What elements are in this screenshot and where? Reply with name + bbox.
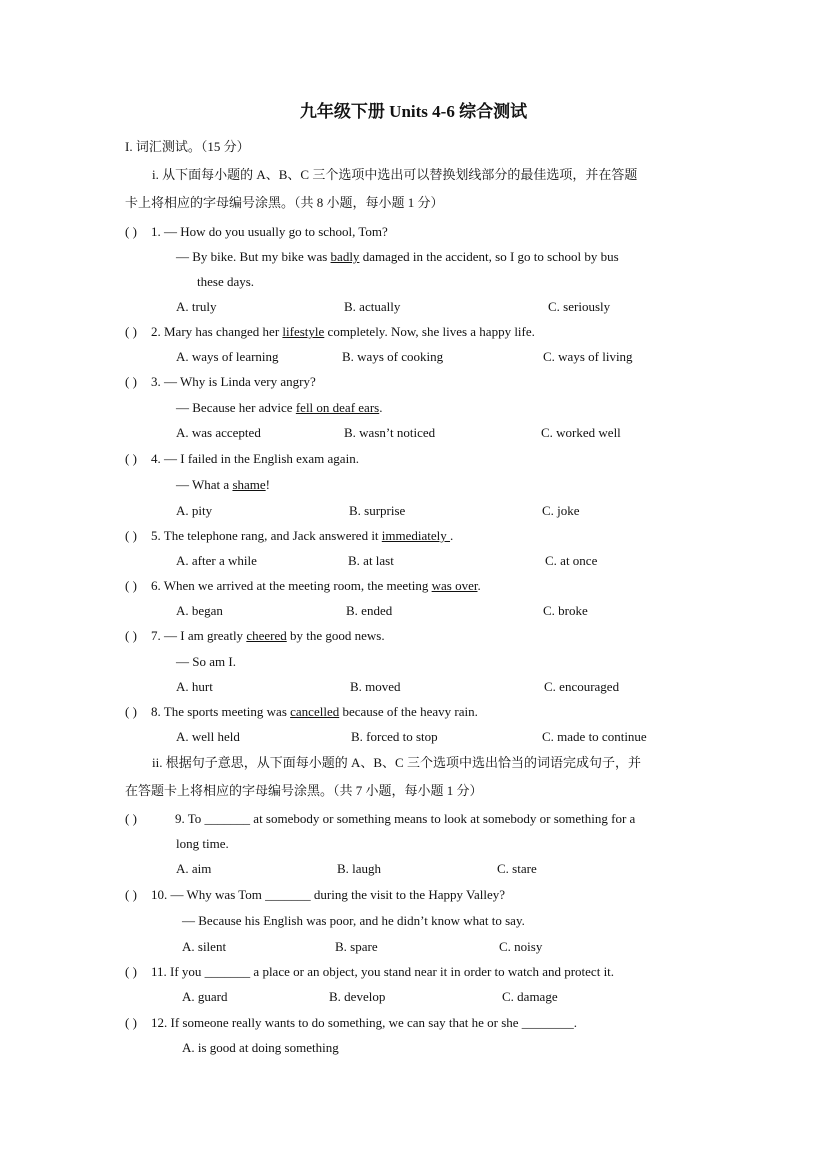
answer-bracket[interactable]: ( ) — [125, 887, 137, 902]
q5-option-c[interactable]: C. at once — [545, 553, 598, 568]
q5-option-a[interactable]: A. after a while — [176, 553, 257, 568]
answer-bracket[interactable]: ( ) — [125, 1015, 137, 1030]
q12-question: 12. If someone really wants to do something, we can say that he or she ________. — [151, 1015, 578, 1030]
q6-question — [151, 578, 481, 594]
q11-option-b[interactable]: B. develop — [329, 989, 386, 1004]
q8-post: because of the heavy rain. — [339, 704, 478, 719]
q2-option-b[interactable]: B. ways of cooking — [342, 349, 444, 364]
q8-option-c[interactable]: C. made to continue — [542, 729, 647, 744]
q1-response-continued: these days. — [197, 274, 255, 289]
q10-response: — Because his English was poor, and he didn’t know what to say. — [182, 913, 525, 928]
answer-bracket[interactable]: ( ) — [125, 964, 137, 979]
q4-option-c[interactable]: C. joke — [542, 503, 580, 518]
q7-response: — So am I. — [176, 654, 236, 669]
q1-question: 1. — How do you usually go to school, Tom? — [151, 224, 388, 239]
q3-response-pre: — Because her advice — [176, 400, 296, 415]
q5-post: . — [450, 528, 454, 543]
answer-bracket[interactable]: ( ) — [125, 451, 137, 466]
q4-option-a[interactable]: A. pity — [176, 503, 213, 518]
q9-option-b[interactable]: B. laugh — [337, 861, 382, 876]
q4-underlined-word: shame — [232, 477, 266, 492]
q4-response-pre: — What a — [176, 477, 233, 492]
q5-pre: 5. The telephone rang, and Jack answered it — [151, 528, 382, 543]
q8-option-a[interactable]: A. well held — [176, 729, 240, 744]
q6-option-b[interactable]: B. ended — [346, 603, 393, 618]
q8-underlined-word: cancelled — [290, 704, 340, 719]
q2-underlined-word: lifestyle — [282, 324, 325, 339]
answer-bracket[interactable]: ( ) — [125, 224, 137, 239]
q4-question: 4. — I failed in the English exam again. — [151, 451, 359, 466]
part1-instruction-line2: 卡上将相应的字母编号涂黑。（共 8 小题，每小题 1 分） — [125, 195, 444, 210]
part1-instruction-line1: i. 从下面每小题的 A、B、C 三个选项中选出可以替换划线部分的最佳选项，并在答题 — [152, 167, 638, 182]
q1-response-post: damaged in the accident, so I go to school by bus — [359, 249, 619, 264]
q11-question: 11. If you _______ a place or an object, you stand near it in order to watch and protect it. — [151, 964, 615, 979]
q1-option-b[interactable]: B. actually — [344, 299, 401, 314]
q3-option-b[interactable]: B. wasn’t noticed — [344, 425, 436, 440]
q1-response-pre: — By bike. But my bike was — [176, 249, 331, 264]
q8-option-b[interactable]: B. forced to stop — [351, 729, 438, 744]
q2-pre: 2. Mary has changed her — [151, 324, 283, 339]
q3-option-c[interactable]: C. worked well — [541, 425, 621, 440]
q9-option-a[interactable]: A. aim — [176, 861, 212, 876]
q6-pre: 6. When we arrived at the meeting room, the meeting — [151, 578, 432, 593]
answer-bracket[interactable]: ( ) — [125, 528, 137, 543]
q7-question — [151, 628, 385, 644]
q1-option-a[interactable]: A. truly — [176, 299, 217, 314]
answer-bracket[interactable]: ( ) — [125, 578, 137, 593]
q4-response — [176, 477, 270, 493]
q1-response — [176, 249, 619, 265]
q8-pre: 8. The sports meeting was — [151, 704, 291, 719]
q7-option-c[interactable]: C. encouraged — [544, 679, 620, 694]
q2-option-c[interactable]: C. ways of living — [543, 349, 633, 364]
q3-option-a[interactable]: A. was accepted — [176, 425, 261, 440]
q6-option-a[interactable]: A. began — [176, 603, 223, 618]
q1-option-c[interactable]: C. seriously — [548, 299, 611, 314]
q4-response-post: ! — [265, 477, 270, 492]
q9-question-continued: long time. — [176, 836, 229, 851]
answer-bracket[interactable]: ( ) — [125, 324, 137, 339]
section-heading: I. 词汇测试。（15 分） — [125, 139, 250, 154]
q10-question: 10. — Why was Tom _______ during the visit to the Happy Valley? — [151, 887, 506, 902]
q5-option-b[interactable]: B. at last — [348, 553, 394, 568]
q10-option-c[interactable]: C. noisy — [499, 939, 543, 954]
q11-option-c[interactable]: C. damage — [502, 989, 558, 1004]
q8-question — [151, 704, 478, 720]
answer-bracket[interactable]: ( ) — [125, 374, 137, 389]
q7-option-b[interactable]: B. moved — [350, 679, 401, 694]
q7-pre: 7. — I am greatly — [151, 628, 247, 643]
q4-option-b[interactable]: B. surprise — [349, 503, 406, 518]
answer-bracket[interactable]: ( ) — [125, 704, 137, 719]
q1-underlined-word: badly — [330, 249, 360, 264]
q10-option-b[interactable]: B. spare — [335, 939, 378, 954]
q11-option-a[interactable]: A. guard — [182, 989, 228, 1004]
q6-post: . — [477, 578, 481, 593]
part2-instruction-line2: 在答题卡上将相应的字母编号涂黑。（共 7 小题，每小题 1 分） — [125, 783, 483, 798]
q7-post: by the good news. — [286, 628, 385, 643]
q5-underlined-word: immediately — [381, 528, 451, 543]
answer-bracket[interactable]: ( ) — [125, 628, 137, 643]
q3-response — [176, 400, 382, 416]
q10-option-a[interactable]: A. silent — [182, 939, 227, 954]
q6-underlined-phrase: was over — [431, 578, 478, 593]
answer-bracket[interactable]: ( ) — [125, 811, 137, 826]
q7-underlined-word: cheered — [246, 628, 287, 643]
q12-option-a[interactable]: A. is good at doing something — [182, 1040, 339, 1055]
q2-question — [151, 324, 535, 340]
q3-underlined-phrase: fell on deaf ears — [295, 400, 380, 415]
q3-question: 3. — Why is Linda very angry? — [151, 374, 316, 389]
page-title: 九年级下册 Units 4-6 综合测试 — [299, 102, 528, 121]
q7-option-a[interactable]: A. hurt — [176, 679, 213, 694]
q2-post: completely. Now, she lives a happy life. — [324, 324, 535, 339]
q3-response-post: . — [379, 400, 383, 415]
q5-question — [151, 528, 453, 544]
q9-question: 9. To _______ at somebody or something means to look at somebody or something for a — [175, 811, 636, 826]
q6-option-c[interactable]: C. broke — [543, 603, 588, 618]
part2-instruction-line1: ii. 根据句子意思，从下面每小题的 A、B、C 三个选项中选出恰当的词语完成句子，并 — [152, 755, 641, 770]
q2-option-a[interactable]: A. ways of learning — [176, 349, 279, 364]
q9-option-c[interactable]: C. stare — [497, 861, 537, 876]
